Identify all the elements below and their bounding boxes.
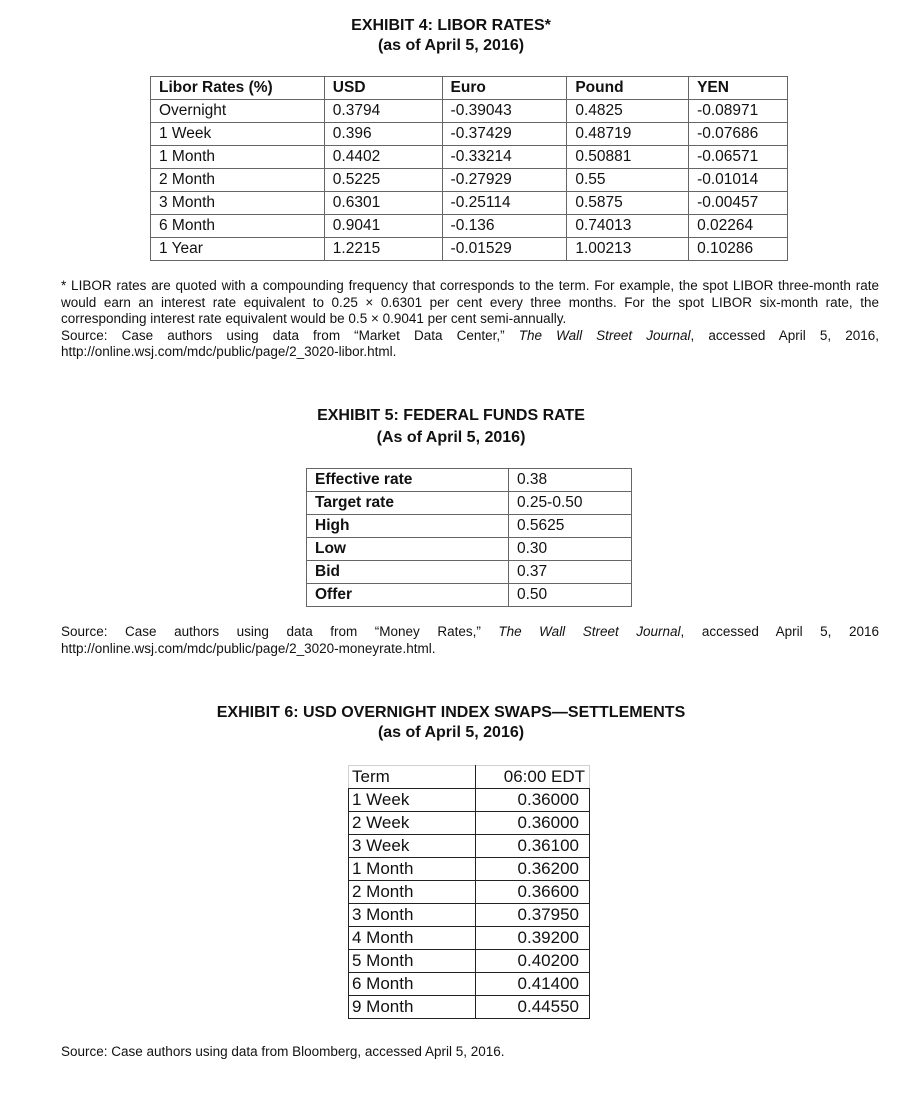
rate-cell: 0.36000 bbox=[476, 812, 590, 835]
term-cell: 9 Month bbox=[349, 996, 476, 1019]
source-journal: The Wall Street Journal bbox=[518, 327, 691, 343]
column-header: Euro bbox=[442, 77, 567, 100]
source-journal: The Wall Street Journal bbox=[498, 624, 681, 639]
rate-label: Effective rate bbox=[307, 469, 509, 492]
yen-cell: -0.01014 bbox=[689, 169, 788, 192]
rate-label: Target rate bbox=[307, 492, 509, 515]
table-row bbox=[307, 515, 632, 538]
pound-cell: 0.74013 bbox=[567, 215, 689, 238]
term-cell: 6 Month bbox=[349, 973, 476, 996]
rate-cell: 0.41400 bbox=[476, 973, 590, 996]
term-cell: 6 Month bbox=[151, 215, 325, 238]
table-row bbox=[151, 146, 788, 169]
exhibit5-source bbox=[61, 624, 879, 641]
table-row bbox=[307, 538, 632, 561]
rate-cell: 0.36000 bbox=[476, 789, 590, 812]
table-row bbox=[349, 812, 590, 835]
libor-rates-table bbox=[150, 76, 788, 261]
exhibit4-source-url: http://online.wsj.com/mdc/public/page/2_3020-libor.html. bbox=[61, 344, 397, 359]
exhibit6-source: Source: Case authors using data from Bloomberg, accessed April 5, 2016. bbox=[61, 1044, 505, 1059]
exhibit6-title: EXHIBIT 6: USD OVERNIGHT INDEX SWAPS—SETTLEMENTS bbox=[216, 704, 686, 721]
table-row bbox=[307, 492, 632, 515]
usd-cell: 0.5225 bbox=[324, 169, 442, 192]
ois-settlements-table bbox=[348, 765, 590, 1019]
yen-cell: 0.10286 bbox=[689, 238, 788, 261]
usd-cell: 0.9041 bbox=[324, 215, 442, 238]
exhibit6-subtitle: (as of April 5, 2016) bbox=[377, 724, 525, 741]
pound-cell: 0.55 bbox=[567, 169, 689, 192]
source-text: , accessed April 5, 2016, bbox=[690, 327, 879, 343]
table-header-row bbox=[151, 77, 788, 100]
rate-cell: 0.40200 bbox=[476, 950, 590, 973]
table-row bbox=[349, 881, 590, 904]
table-row bbox=[151, 238, 788, 261]
table-row bbox=[151, 100, 788, 123]
pound-cell: 0.48719 bbox=[567, 123, 689, 146]
table-row bbox=[307, 469, 632, 492]
rate-cell: 0.36600 bbox=[476, 881, 590, 904]
pound-cell: 0.5875 bbox=[567, 192, 689, 215]
table-header-row bbox=[349, 766, 590, 789]
euro-cell: -0.27929 bbox=[442, 169, 567, 192]
table-row bbox=[151, 192, 788, 215]
column-header: Pound bbox=[567, 77, 689, 100]
rate-cell: 0.36100 bbox=[476, 835, 590, 858]
term-cell: 1 Month bbox=[349, 858, 476, 881]
source-text: Source: Case authors using data from “Market Data Center,” bbox=[61, 327, 519, 343]
euro-cell: -0.37429 bbox=[442, 123, 567, 146]
euro-cell: -0.33214 bbox=[442, 146, 567, 169]
yen-cell: -0.00457 bbox=[689, 192, 788, 215]
pound-cell: 0.4825 bbox=[567, 100, 689, 123]
yen-cell: -0.06571 bbox=[689, 146, 788, 169]
table-row bbox=[349, 835, 590, 858]
exhibit4-source bbox=[61, 328, 879, 345]
federal-funds-table bbox=[306, 468, 632, 607]
source-text: Source: Case authors using data from “Money Rates,” bbox=[61, 624, 499, 639]
exhibit4-title: EXHIBIT 4: LIBOR RATES* bbox=[351, 17, 551, 34]
term-cell: 2 Month bbox=[349, 881, 476, 904]
column-header: Libor Rates (%) bbox=[151, 77, 325, 100]
term-cell: 3 Month bbox=[349, 904, 476, 927]
table-row bbox=[349, 789, 590, 812]
term-cell: 2 Week bbox=[349, 812, 476, 835]
source-text: , accessed April 5, 2016 bbox=[680, 624, 879, 639]
column-header: Term bbox=[349, 766, 476, 789]
rate-label: Offer bbox=[307, 584, 509, 607]
pound-cell: 1.00213 bbox=[567, 238, 689, 261]
exhibit4-subtitle: (as of April 5, 2016) bbox=[377, 37, 525, 54]
term-cell: 5 Month bbox=[349, 950, 476, 973]
table-row bbox=[349, 996, 590, 1019]
euro-cell: -0.39043 bbox=[442, 100, 567, 123]
exhibit5-title: EXHIBIT 5: FEDERAL FUNDS RATE bbox=[317, 407, 585, 424]
term-cell: 1 Year bbox=[151, 238, 325, 261]
rate-label: Low bbox=[307, 538, 509, 561]
rate-value: 0.37 bbox=[509, 561, 632, 584]
exhibit5-source-url: http://online.wsj.com/mdc/public/page/2_3020-moneyrate.html. bbox=[61, 640, 436, 656]
rate-value: 0.38 bbox=[509, 469, 632, 492]
rate-value: 0.50 bbox=[509, 584, 632, 607]
term-cell: 3 Week bbox=[349, 835, 476, 858]
table-row bbox=[349, 973, 590, 996]
rate-cell: 0.37950 bbox=[476, 904, 590, 927]
rate-value: 0.25-0.50 bbox=[509, 492, 632, 515]
column-header: YEN bbox=[689, 77, 788, 100]
exhibit6-notes bbox=[61, 1044, 879, 1061]
column-header: USD bbox=[324, 77, 442, 100]
yen-cell: 0.02264 bbox=[689, 215, 788, 238]
term-cell: 1 Month bbox=[151, 146, 325, 169]
usd-cell: 0.3794 bbox=[324, 100, 442, 123]
usd-cell: 0.4402 bbox=[324, 146, 442, 169]
euro-cell: -0.136 bbox=[442, 215, 567, 238]
yen-cell: -0.08971 bbox=[689, 100, 788, 123]
term-cell: 2 Month bbox=[151, 169, 325, 192]
rate-cell: 0.36200 bbox=[476, 858, 590, 881]
term-cell: 1 Week bbox=[349, 789, 476, 812]
rate-label: Bid bbox=[307, 561, 509, 584]
term-cell: 4 Month bbox=[349, 927, 476, 950]
usd-cell: 0.6301 bbox=[324, 192, 442, 215]
rate-value: 0.30 bbox=[509, 538, 632, 561]
table-row bbox=[151, 169, 788, 192]
euro-cell: -0.01529 bbox=[442, 238, 567, 261]
rate-value: 0.5625 bbox=[509, 515, 632, 538]
table-row bbox=[307, 561, 632, 584]
table-row bbox=[349, 950, 590, 973]
pound-cell: 0.50881 bbox=[567, 146, 689, 169]
table-row bbox=[307, 584, 632, 607]
exhibit5-subtitle: (As of April 5, 2016) bbox=[376, 429, 526, 446]
term-cell: Overnight bbox=[151, 100, 325, 123]
usd-cell: 1.2215 bbox=[324, 238, 442, 261]
table-row bbox=[349, 904, 590, 927]
yen-cell: -0.07686 bbox=[689, 123, 788, 146]
term-cell: 3 Month bbox=[151, 192, 325, 215]
table-row bbox=[349, 927, 590, 950]
euro-cell: -0.25114 bbox=[442, 192, 567, 215]
usd-cell: 0.396 bbox=[324, 123, 442, 146]
libor-footnote: * LIBOR rates are quoted with a compounding frequency that corresponds to the term. For example, the spot LIBOR three-month rate would earn an interest rate equivalent to 0.25 × 0.6301 per cent every three months. For the spot LIBOR six-month rate, the corresponding interest rate equivalent would be 0.5 × 0.9041 per cent semi-annually. bbox=[61, 278, 879, 326]
rate-cell: 0.39200 bbox=[476, 927, 590, 950]
table-row bbox=[151, 215, 788, 238]
exhibit4-notes bbox=[61, 278, 879, 361]
column-header: 06:00 EDT bbox=[476, 766, 590, 789]
term-cell: 1 Week bbox=[151, 123, 325, 146]
exhibit5-notes bbox=[61, 624, 879, 657]
table-row bbox=[151, 123, 788, 146]
rate-label: High bbox=[307, 515, 509, 538]
rate-cell: 0.44550 bbox=[476, 996, 590, 1019]
table-row bbox=[349, 858, 590, 881]
